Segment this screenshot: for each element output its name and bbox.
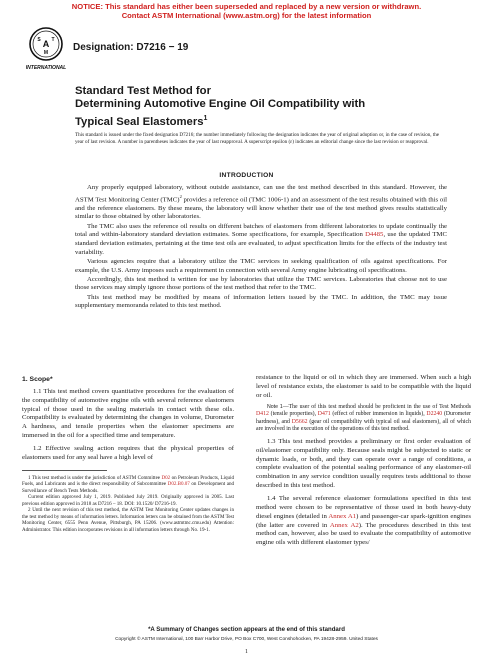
right-column [256, 374, 471, 548]
intro-paragraph: Accordingly, this test method is written for use by laboratories that utilize the TMC services. Laboratories that choose not to use those services may simply ignore those portions of the test method that refer to the TMC. [75, 275, 447, 292]
issuance-statement: This standard is issued under the fixed designation D7216; the number immediately following the designation indicates the year of original adoption or, in the case of revision, the year of last revision. A number in parentheses indicates the year of last reapproval. A superscript epsilon (ε) indicates an editorial change since the last revision or reapproval. [75, 132, 440, 145]
link-d471[interactable]: D471 [317, 411, 331, 418]
supersession-notice [0, 2, 493, 21]
astm-logo-icon [26, 26, 66, 74]
designation: Designation: D7216 − 19 [73, 42, 189, 53]
link-annex-a1[interactable]: Annex A1 [328, 512, 357, 520]
title-footnote-mark[interactable]: 1 [203, 114, 208, 122]
title-line-2: Determining Automotive Engine Oil Compatibility with [75, 98, 366, 111]
title-line-3: Typical Seal Elastomers$^1$ [75, 114, 208, 128]
link-d5662[interactable]: D5662 [291, 418, 308, 425]
left-column [22, 376, 234, 533]
summary-of-changes-note: *A Summary of Changes section appears at the end of this standard [148, 626, 345, 633]
link-d4485[interactable]: D4485 [365, 231, 384, 239]
footnote-1: 1 This test method is under the jurisdiction of ASTM Committee D02 on Petroleum Products, Liquid Fuels, and Lubricants and is the direct responsibility of Subcommittee D02.B0.07 on Development and Surveillance of Bench Tests Methods. [22, 474, 234, 494]
title-line-1: Standard Test Method for [75, 85, 211, 97]
introduction-body [75, 184, 447, 312]
notice-line-2: Contact ASTM International (www.astm.org) for the latest information [121, 11, 372, 21]
intro-paragraph: The TMC also uses the reference oil results on different batches of elastomers from different laboratories to update continually the total and within-laboratory standard deviation estimates. Some specifications, for example, Specification D4485, use the updated TMC standard deviation estimates, pertaining at the time test oils are evaluated, to adjust specification limits for the effects of the industry test variability. [75, 222, 447, 256]
svg-text:A: A [42, 39, 50, 49]
page-number: 1 [245, 649, 248, 655]
footnote-2: 2 Until the next revision of this test method, the ASTM Test Monitoring Center updates changes in the test method by means of information letters. Information letters can be obtained from the ASTM Test Monitoring Center, 6555 Penn Avenue, Pittsburgh, PA 15206. (www.astmtmc.cmu.edu) Attention: Administrator. This edition incorporates revisions in all information letters through No. 19-1. [22, 507, 234, 533]
intro-paragraph: Any properly equipped laboratory, without outside assistance, can use the test method described in this standard. However, the ASTM Test Monitoring Center (TMC)$^2$ provides a reference oil (TMC 1006-1) and an assessment of the test results obtained with this oil and the reference elastomers. By these means, the laboratory will know whether their use of the test method gives results statistically similar to those obtained by other laboratories. [75, 184, 447, 221]
intro-paragraph: This test method may be modified by means of information letters issued by the TMC. In addition, the TMC may issue supplementary memoranda related to this test method. [75, 293, 447, 310]
notice-line-1: NOTICE: This standard has either been superseded and replaced by a new version or withdrawn. [71, 2, 422, 11]
note-1: Note 1—The user of this test method should be proficient in the use of Test Methods D412 (tensile properties), D471 (effect of rubber immersion in liquids), D2240 (Durometer hardness), and D5662 (gear oil compatibility with typical oil seal elastomers), all of which are involved in the execution of the operations of this test method. [256, 403, 471, 433]
link-annex-a2[interactable]: Annex A2 [329, 521, 359, 529]
document-title [75, 85, 365, 129]
paragraph-1-1: 1.1 This test method covers quantitative procedures for the evaluation of the compatibility of automotive engine oils with several reference elastomers typical of those used in the sealing materials in contact with these oils. Compatibility is evaluated by determining the changes in volume, Durometer A hardness, and tensile properties when the elastomer specimens are immersed in the oil for a specified time and temperature. [22, 387, 234, 440]
paragraph-1-4: 1.4 The several reference elastomer formulations specified in this test method were chosen to be representative of those used in both heavy-duty diesel engines (detailed in Annex A1) and passenger-car spark-ignition engines (the latter are covered in Annex A2). The procedures described in this test method can, however, also be used to evaluate the compatibility of automotive engine oils with different elastomer types/ [256, 494, 471, 547]
introduction-heading: INTRODUCTION [219, 172, 274, 179]
logo-text: INTERNATIONAL [26, 65, 66, 71]
paragraph-1-3: 1.3 This test method provides a preliminary or first order evaluation of oil/elastomer compatibility only. Because seals might be subjected to static or dynamic loads, or both, and they can operate over a range of conditions, a complete evaluation of the potential sealing performance of any elastomer-oil combination in any service condition usually requires tests additional to those described in this test method. [256, 437, 471, 490]
link-d2240[interactable]: D2240 [426, 411, 443, 418]
link-d02-b0-07[interactable]: D02.B0.07 [167, 481, 190, 488]
footnote-1-edition: Current edition approved July 1, 2019. Published July 2019. Originally approved in 2005. Last previous edition approved in 2018 as D7216 – 18. DOI: 10.1520/ D7216-19. [22, 494, 234, 507]
svg-text:T: T [51, 37, 55, 43]
scope-heading: 1. Scope* [22, 376, 53, 383]
svg-text:M: M [43, 50, 49, 56]
footnote-divider [22, 470, 107, 471]
intro-paragraph: Various agencies require that a laboratory utilize the TMC services in seeking qualification of oils against specifications. For example, the U.S. Army imposes such a requirement in connection with several Army engine lubricating oil specifications. [75, 257, 447, 274]
svg-text:S: S [37, 37, 41, 43]
paragraph-1-2: 1.2 Effective sealing action requires that the physical properties of elastomers used for any seal have a high level of [22, 444, 234, 461]
link-d412[interactable]: D412 [256, 411, 269, 418]
link-d02[interactable]: D02 [161, 474, 171, 481]
paragraph-1-2-continued: resistance to the liquid or oil in which they are immersed. When such a high level of resistance exists, the elastomer is said to be compatible with the liquid or oil. [256, 374, 471, 399]
copyright-line: Copyright © ASTM International, 100 Barr Harbor Drive, PO Box C700, West Conshohocken, PA 19428-2959. United States [115, 637, 378, 642]
